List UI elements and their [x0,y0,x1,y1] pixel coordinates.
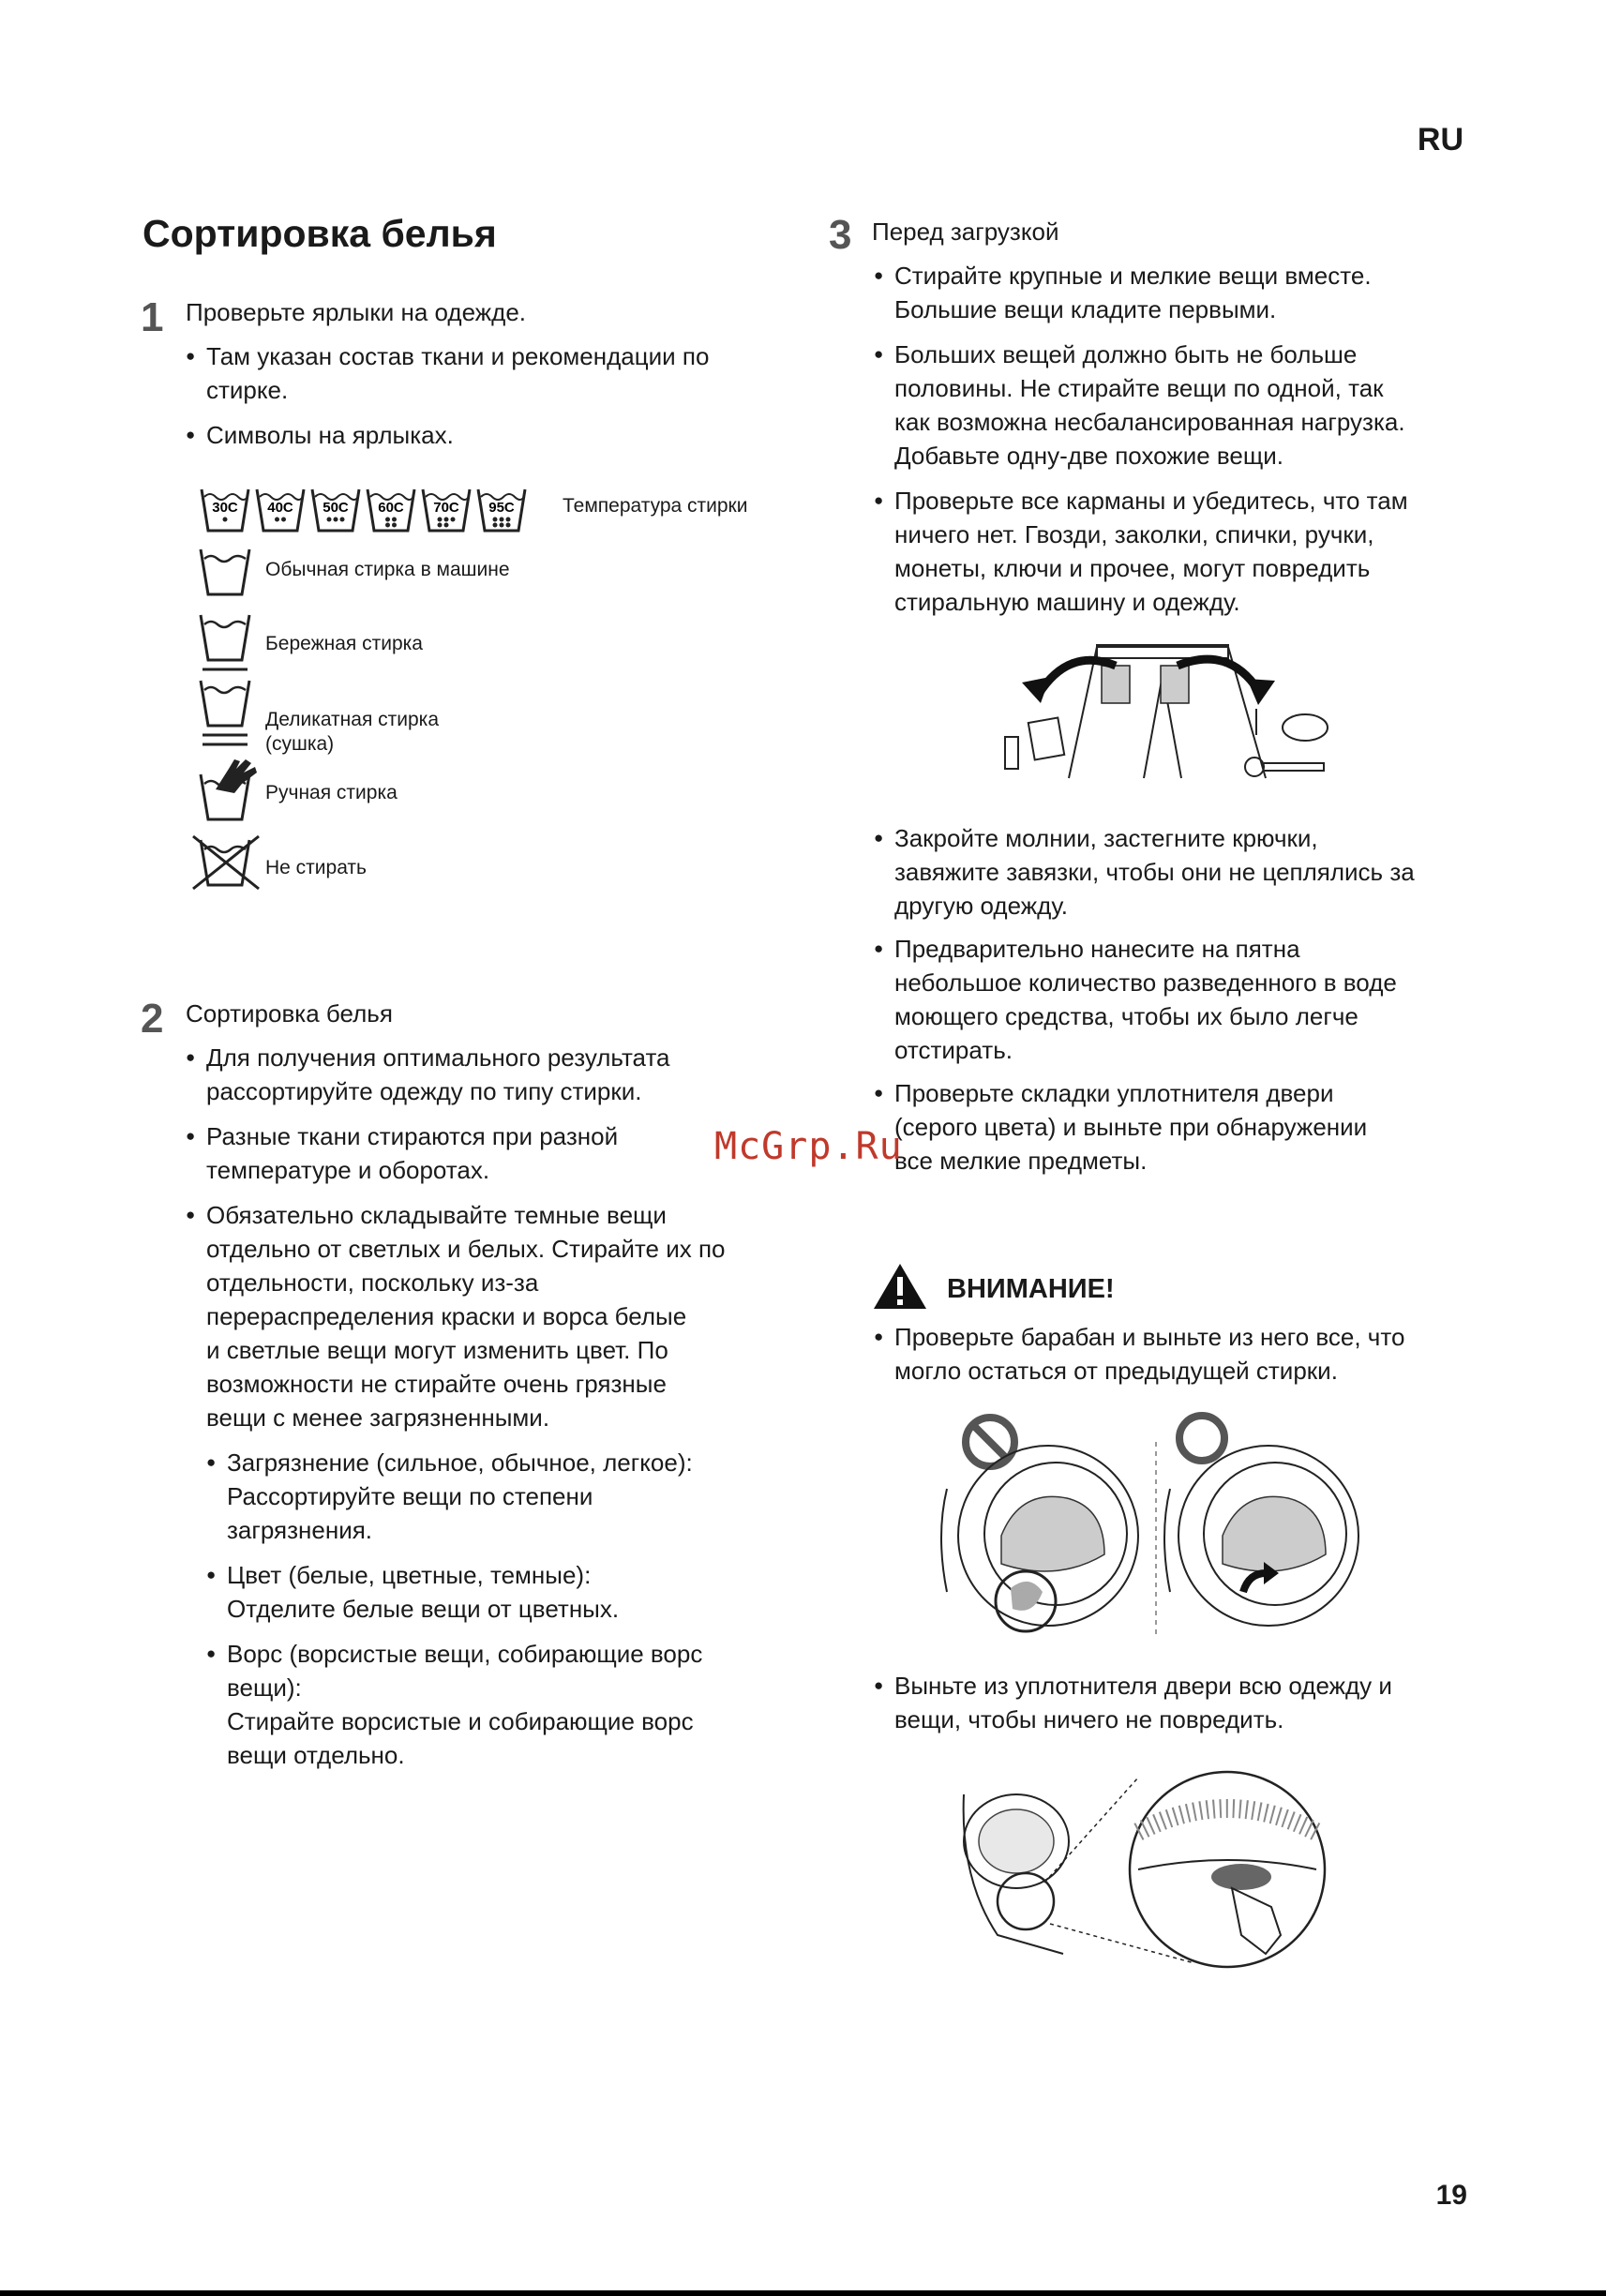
temp-label: 30C [212,500,238,516]
warning-icon [872,1262,928,1311]
temp-tub-icon [199,484,251,534]
step-2-number: 2 [141,996,164,1042]
temp-dot [438,518,443,522]
step-3-number: 3 [829,212,852,258]
label-temperature: Температура стирки [563,495,748,517]
temp-dot [506,523,511,528]
label-delicate-wash: Деликатная стирка (сушка) [265,709,440,755]
label-gentle-wash: Бережная стирка [265,633,423,654]
step-3-title: Перед загрузкой [872,218,1059,246]
warning-bullet: ● Проверьте барабан и выньте из него все, что могло остаться от предыдущей стирки. [874,1320,1532,1388]
watermark: McGrp.Ru [714,1125,903,1168]
step-3-bullet: ● Больших вещей должно быть не больше половины. Не стирайте вещи по одной, так как возможна несбалансированная нагрузка. Добавьте одну-две похожие вещи. [874,338,1532,473]
temp-dot [392,523,397,528]
step-3-bullet: ● Проверьте складки уплотнителя двери (серого цвета) и выньте при обнаружении все мелкие предметы. [874,1076,1532,1178]
temp-dot [500,518,504,522]
temp-dot [500,523,504,528]
temp-tub-icon [365,484,417,534]
temp-tub-icon [254,484,307,534]
temp-dot [506,518,511,522]
label-hand-wash: Ручная стирка [265,782,398,803]
do-not-wash-icon [191,834,261,891]
step-3-bullet: ● Проверьте все карманы и убедитесь, что там ничего нет. Гвозди, заколки, спички, ручки, монеты, ключи и прочее, могут повредить стиральную машину и одежду. [874,484,1532,619]
step-2-sub-bullet: ● Ворс (ворсистые вещи, собирающие ворс вещи): Стирайте ворсистые и собирающие ворс вещи отдельно. [206,1637,827,1772]
hand-wash-icon [197,756,259,823]
delicate-wash-icon [197,677,253,752]
temp-dot [444,523,449,528]
warning-title: ВНИМАНИЕ! [947,1274,1115,1304]
step-2-bullet: ● Разные ткани стираются при разной температуре и оборотах. [186,1119,825,1187]
normal-wash-icon [197,546,253,598]
temp-label: 40C [267,500,293,516]
pants-pockets-illustration [994,638,1331,788]
temp-dot [281,518,286,522]
step-1-title: Проверьте ярлыки на одежде. [186,298,527,326]
gentle-wash-icon [197,611,253,675]
temp-dot [223,518,228,522]
step-3-bullet: ● Стирайте крупные и мелкие вещи вместе. Большие вещи кладите первыми. [874,259,1532,326]
temp-dot [493,523,498,528]
language-code: RU [1417,122,1463,158]
temp-label: 70C [433,500,459,516]
temp-dot [438,523,443,528]
temp-dot [385,518,390,522]
temp-dot [451,518,456,522]
step-1-number: 1 [141,294,164,340]
temp-dot [334,518,338,522]
label-normal-wash: Обычная стирка в машине [265,559,510,580]
step-1-bullet: ● Там указан состав ткани и рекомендации по стирке. [186,339,806,407]
temp-dot [444,518,449,522]
warning-bullet: ● Выньте из уплотнителя двери всю одежду и вещи, чтобы ничего не повредить. [874,1669,1532,1736]
step-2-bullet: ● Обязательно складывайте темные вещи отдельно от светлых и белых. Стирайте их по отдельности, поскольку из-за перераспределения краски и ворса белые и светлые вещи могут изменить цвет. По возможности не стирайте очень грязные вещи с менее загрязненными. [186,1198,825,1434]
temp-tub-icon [475,484,528,534]
temp-dot [340,518,345,522]
temp-dot [385,523,390,528]
label-no-wash: Не стирать [265,857,367,878]
door-seal-illustration [960,1766,1335,1973]
temp-dot [493,518,498,522]
temp-dot [327,518,332,522]
step-3-bullet: ● Закройте молнии, застегните крючки, завяжите завязки, чтобы они не цеплялись за другую одежду. [874,821,1532,923]
page-bottom-rule [0,2290,1606,2296]
temp-label: 60C [378,500,404,516]
step-1-bullet: ● Символы на ярлыках. [186,418,806,452]
step-2-sub-bullet: ● Цвет (белые, цветные, темные): Отделите белые вещи от цветных. [206,1558,827,1626]
temp-tub-icon [309,484,362,534]
page-number: 19 [1435,2180,1467,2211]
drum-check-illustration [945,1404,1367,1639]
temp-dot [275,518,279,522]
temp-label: 50C [323,500,349,516]
step-3-bullet: ● Предварительно нанесите на пятна небольшое количество разведенного в воде моющего средства, чтобы их было легче отстирать. [874,932,1532,1067]
temp-tub-icon [420,484,473,534]
temp-dot [392,518,397,522]
step-2-bullet: ● Для получения оптимального результата рассортируйте одежду по типу стирки. [186,1041,825,1108]
temp-label: 95C [488,500,515,516]
step-2-sub-bullet: ● Загрязнение (сильное, обычное, легкое): Рассортируйте вещи по степени загрязнения. [206,1446,827,1547]
step-2-title: Сортировка белья [186,999,393,1028]
page-title: Сортировка белья [143,212,497,255]
